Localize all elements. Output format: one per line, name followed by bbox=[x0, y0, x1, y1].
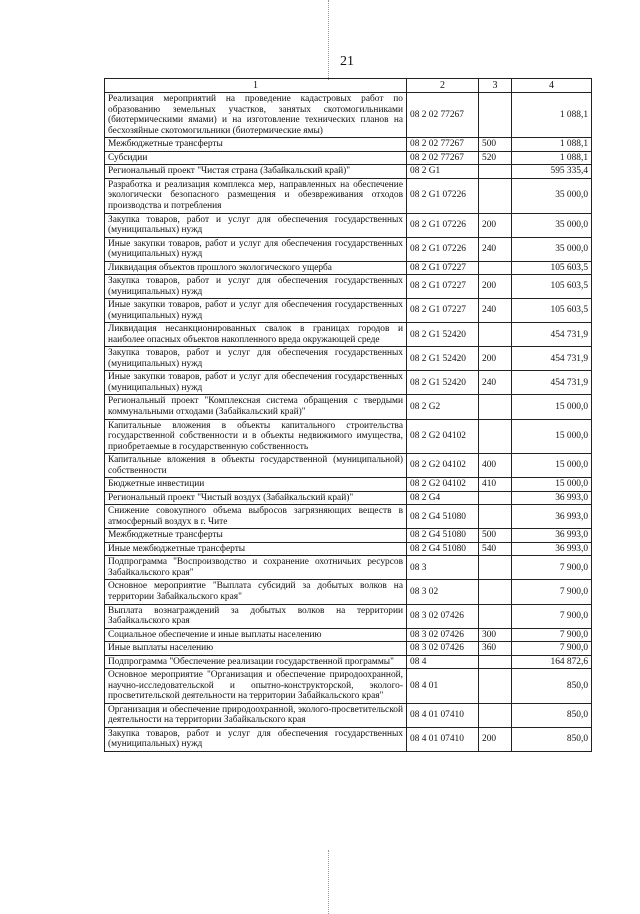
cell-expense-type: 240 bbox=[479, 371, 512, 395]
cell-expense-type: 200 bbox=[479, 347, 512, 371]
table-row bbox=[105, 323, 592, 347]
cell-sum: 7 900,0 bbox=[512, 642, 592, 656]
cell-name: Подпрограмма "Обеспечение реализации государственной программы" bbox=[105, 655, 407, 669]
table-row bbox=[105, 727, 592, 751]
cell-code: 08 2 G2 bbox=[407, 395, 479, 419]
cell-code: 08 2 G1 52420 bbox=[407, 347, 479, 371]
column-header-2: 2 bbox=[407, 79, 479, 93]
table-row bbox=[105, 642, 592, 656]
cell-sum: 36 993,0 bbox=[512, 505, 592, 529]
cell-expense-type bbox=[479, 491, 512, 505]
cell-sum: 105 603,5 bbox=[512, 261, 592, 275]
table-row bbox=[105, 178, 592, 213]
cell-code: 08 3 02 07426 bbox=[407, 604, 479, 628]
cell-code: 08 2 G4 51080 bbox=[407, 505, 479, 529]
cell-code: 08 2 02 77267 bbox=[407, 93, 479, 138]
cell-code: 08 4 01 07410 bbox=[407, 727, 479, 751]
cell-sum: 454 731,9 bbox=[512, 371, 592, 395]
cell-code: 08 2 02 77267 bbox=[407, 138, 479, 152]
cell-expense-type: 500 bbox=[479, 529, 512, 543]
cell-name: Иные межбюджетные трансферты bbox=[105, 542, 407, 556]
cell-expense-type: 410 bbox=[479, 478, 512, 492]
cell-expense-type: 500 bbox=[479, 138, 512, 152]
table-row bbox=[105, 655, 592, 669]
cell-sum: 15 000,0 bbox=[512, 478, 592, 492]
cell-code: 08 3 02 07426 bbox=[407, 628, 479, 642]
cell-name: Межбюджетные трансферты bbox=[105, 138, 407, 152]
cell-name: Региональный проект "Чистый воздух (Забайкальский край)" bbox=[105, 491, 407, 505]
cell-name: Капитальные вложения в объекты государственной (муниципальной) собственности bbox=[105, 454, 407, 478]
cell-expense-type: 400 bbox=[479, 454, 512, 478]
cell-code: 08 4 01 07410 bbox=[407, 703, 479, 727]
cell-name: Межбюджетные трансферты bbox=[105, 529, 407, 543]
cell-expense-type: 300 bbox=[479, 628, 512, 642]
table-row bbox=[105, 542, 592, 556]
cell-name: Закупка товаров, работ и услуг для обеспечения государственных (муниципальных) нужд bbox=[105, 727, 407, 751]
table-row bbox=[105, 556, 592, 580]
cell-sum: 35 000,0 bbox=[512, 237, 592, 261]
table-row bbox=[105, 151, 592, 165]
budget-table-body bbox=[105, 79, 592, 752]
cell-code: 08 2 G4 bbox=[407, 491, 479, 505]
cell-name: Субсидии bbox=[105, 151, 407, 165]
table-row bbox=[105, 299, 592, 323]
cell-expense-type bbox=[479, 556, 512, 580]
cell-name: Закупка товаров, работ и услуг для обеспечения государственных (муниципальных) нужд bbox=[105, 347, 407, 371]
cell-code: 08 2 G4 51080 bbox=[407, 529, 479, 543]
cell-expense-type: 200 bbox=[479, 213, 512, 237]
cell-name: Иные закупки товаров, работ и услуг для обеспечения государственных (муниципальных) нужд bbox=[105, 237, 407, 261]
table-row bbox=[105, 395, 592, 419]
cell-code: 08 2 G1 07226 bbox=[407, 178, 479, 213]
cell-name: Иные выплаты населению bbox=[105, 642, 407, 656]
cell-code: 08 2 G1 bbox=[407, 165, 479, 179]
cell-sum: 454 731,9 bbox=[512, 323, 592, 347]
cell-name: Региональный проект "Чистая страна (Забайкальский край)" bbox=[105, 165, 407, 179]
cell-name: Закупка товаров, работ и услуг для обеспечения государственных (муниципальных) нужд bbox=[105, 213, 407, 237]
cell-expense-type: 540 bbox=[479, 542, 512, 556]
cell-sum: 1 088,1 bbox=[512, 93, 592, 138]
cell-sum: 850,0 bbox=[512, 727, 592, 751]
cell-name: Социальное обеспечение и иные выплаты населению bbox=[105, 628, 407, 642]
cell-expense-type: 200 bbox=[479, 275, 512, 299]
cell-expense-type: 240 bbox=[479, 299, 512, 323]
cell-expense-type bbox=[479, 655, 512, 669]
cell-sum: 164 872,6 bbox=[512, 655, 592, 669]
cell-code: 08 3 02 bbox=[407, 580, 479, 604]
table-row bbox=[105, 93, 592, 138]
cell-sum: 105 603,5 bbox=[512, 275, 592, 299]
table-header-row bbox=[105, 79, 592, 93]
cell-expense-type bbox=[479, 261, 512, 275]
cell-expense-type bbox=[479, 395, 512, 419]
table-row bbox=[105, 478, 592, 492]
page-number: 21 bbox=[340, 54, 354, 69]
table-row bbox=[105, 419, 592, 454]
table-row bbox=[105, 261, 592, 275]
cell-expense-type: 360 bbox=[479, 642, 512, 656]
cell-code: 08 3 02 07426 bbox=[407, 642, 479, 656]
cell-expense-type bbox=[479, 93, 512, 138]
cell-code: 08 2 G1 07227 bbox=[407, 275, 479, 299]
cell-name: Выплата вознаграждений за добытых волков на территории Забайкальского края bbox=[105, 604, 407, 628]
table-row bbox=[105, 604, 592, 628]
cell-expense-type bbox=[479, 604, 512, 628]
cell-sum: 7 900,0 bbox=[512, 580, 592, 604]
cell-code: 08 2 G1 52420 bbox=[407, 323, 479, 347]
cell-expense-type bbox=[479, 178, 512, 213]
cell-code: 08 4 01 bbox=[407, 669, 479, 704]
cell-code: 08 2 G1 07227 bbox=[407, 299, 479, 323]
cell-sum: 7 900,0 bbox=[512, 604, 592, 628]
column-header-3: 3 bbox=[479, 79, 512, 93]
cell-name: Организация и обеспечение природоохранной, эколого-просветительской деятельности на территории Забайкальского края bbox=[105, 703, 407, 727]
table-row bbox=[105, 628, 592, 642]
cell-expense-type bbox=[479, 703, 512, 727]
cell-code: 08 2 G1 52420 bbox=[407, 371, 479, 395]
cell-name: Бюджетные инвестиции bbox=[105, 478, 407, 492]
cell-name: Снижение совокупного объема выбросов загрязняющих веществ в атмосферный воздух в г. Чите bbox=[105, 505, 407, 529]
cell-sum: 36 993,0 bbox=[512, 491, 592, 505]
cell-name: Региональный проект "Комплексная система обращения с твердыми коммунальными отходами (Забайкальский край)" bbox=[105, 395, 407, 419]
cell-code: 08 4 bbox=[407, 655, 479, 669]
cell-code: 08 2 G1 07227 bbox=[407, 261, 479, 275]
cell-sum: 35 000,0 bbox=[512, 213, 592, 237]
cell-sum: 105 603,5 bbox=[512, 299, 592, 323]
table-row bbox=[105, 454, 592, 478]
column-header-1: 1 bbox=[105, 79, 407, 93]
table-row bbox=[105, 491, 592, 505]
cell-code: 08 2 G2 04102 bbox=[407, 419, 479, 454]
table-row bbox=[105, 237, 592, 261]
table-row bbox=[105, 529, 592, 543]
cell-code: 08 2 G4 51080 bbox=[407, 542, 479, 556]
column-header-4: 4 bbox=[512, 79, 592, 93]
table-row bbox=[105, 669, 592, 704]
cell-code: 08 2 02 77267 bbox=[407, 151, 479, 165]
cell-name: Ликвидация несанкционированных свалок в границах городов и наиболее опасных объектов накопленного вреда окружающей среде bbox=[105, 323, 407, 347]
cell-name: Иные закупки товаров, работ и услуг для обеспечения государственных (муниципальных) нужд bbox=[105, 299, 407, 323]
cell-sum: 850,0 bbox=[512, 669, 592, 704]
cell-code: 08 2 G1 07226 bbox=[407, 213, 479, 237]
table-row bbox=[105, 275, 592, 299]
cell-expense-type bbox=[479, 580, 512, 604]
cell-name: Основное мероприятие "Выплата субсидий за добытых волков на территории Забайкальского края" bbox=[105, 580, 407, 604]
cell-name: Капитальные вложения в объекты капитального строительства государственной собственности и в объекты недвижимого имущества, приобретаемые в государственную собственность bbox=[105, 419, 407, 454]
cell-expense-type: 240 bbox=[479, 237, 512, 261]
table-row bbox=[105, 347, 592, 371]
table-row bbox=[105, 138, 592, 152]
cell-sum: 36 993,0 bbox=[512, 529, 592, 543]
cell-expense-type bbox=[479, 669, 512, 704]
cell-expense-type bbox=[479, 323, 512, 347]
cell-name: Иные закупки товаров, работ и услуг для обеспечения государственных (муниципальных) нужд bbox=[105, 371, 407, 395]
cell-expense-type: 520 bbox=[479, 151, 512, 165]
cell-name: Ликвидация объектов прошлого экологического ущерба bbox=[105, 261, 407, 275]
cell-name: Основное мероприятие "Организация и обеспечение природоохранной, научно-исследовательской и опытно-конструкторской, эколого-просветительской деятельности на территории Забайкальского края" bbox=[105, 669, 407, 704]
cell-sum: 7 900,0 bbox=[512, 628, 592, 642]
cell-expense-type bbox=[479, 419, 512, 454]
scan-artifact-line-top bbox=[328, 0, 329, 80]
cell-expense-type bbox=[479, 505, 512, 529]
budget-table bbox=[104, 78, 592, 752]
cell-name: Реализация мероприятий на проведение кадастровых работ по образованию земельных участков, занятых скотомогильниками (биотермическими ямами) и на изготовление технических планов на бесхозяйные скотомогильники (биотермические ямы) bbox=[105, 93, 407, 138]
cell-sum: 1 088,1 bbox=[512, 138, 592, 152]
cell-sum: 35 000,0 bbox=[512, 178, 592, 213]
cell-sum: 7 900,0 bbox=[512, 556, 592, 580]
cell-sum: 454 731,9 bbox=[512, 347, 592, 371]
table-row bbox=[105, 165, 592, 179]
cell-name: Разработка и реализация комплекса мер, направленных на обеспечение экологически безопасного размещения и обезвреживания отходов производства и потребления bbox=[105, 178, 407, 213]
cell-expense-type bbox=[479, 165, 512, 179]
table-row bbox=[105, 213, 592, 237]
cell-code: 08 3 bbox=[407, 556, 479, 580]
cell-sum: 15 000,0 bbox=[512, 419, 592, 454]
cell-code: 08 2 G2 04102 bbox=[407, 478, 479, 492]
table-row bbox=[105, 580, 592, 604]
cell-sum: 36 993,0 bbox=[512, 542, 592, 556]
cell-expense-type: 200 bbox=[479, 727, 512, 751]
cell-sum: 595 335,4 bbox=[512, 165, 592, 179]
cell-name: Закупка товаров, работ и услуг для обеспечения государственных (муниципальных) нужд bbox=[105, 275, 407, 299]
table-row bbox=[105, 371, 592, 395]
cell-sum: 15 000,0 bbox=[512, 454, 592, 478]
cell-sum: 15 000,0 bbox=[512, 395, 592, 419]
cell-code: 08 2 G2 04102 bbox=[407, 454, 479, 478]
table-row bbox=[105, 505, 592, 529]
cell-code: 08 2 G1 07226 bbox=[407, 237, 479, 261]
table-row bbox=[105, 703, 592, 727]
cell-sum: 1 088,1 bbox=[512, 151, 592, 165]
scan-artifact-line-bottom bbox=[328, 850, 329, 914]
cell-name: Подпрограмма "Воспроизводство и сохранение охотничьих ресурсов Забайкальского края" bbox=[105, 556, 407, 580]
cell-sum: 850,0 bbox=[512, 703, 592, 727]
